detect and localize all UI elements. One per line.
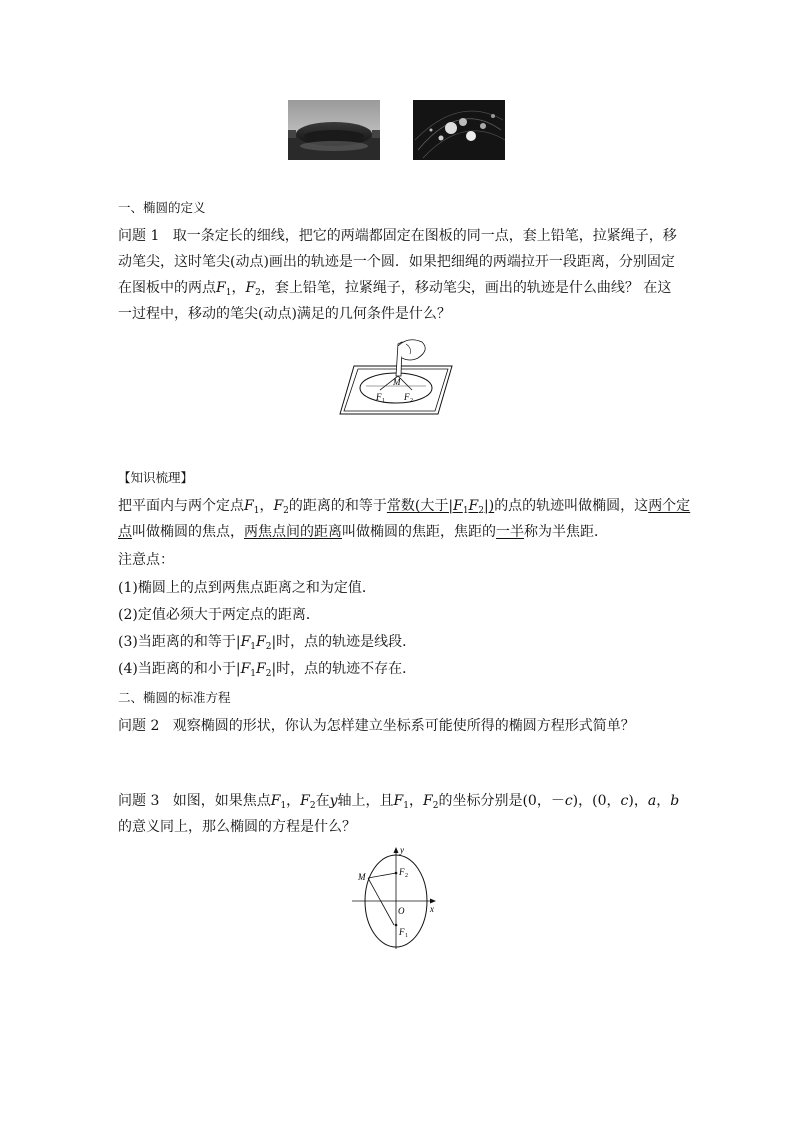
svg-text:M: M: [358, 872, 366, 882]
section-heading-definition: 一、椭圆的定义: [118, 200, 206, 215]
svg-text:M: M: [393, 377, 401, 387]
ellipse-drawing-board-figure: [336, 336, 456, 418]
svg-text:O: O: [398, 906, 405, 916]
svg-text:F: F: [399, 867, 405, 877]
vertical-ellipse-figure: [350, 845, 444, 950]
question-1-line-2: 动笔尖，这时笔尖(动点)画出的轨迹是一个圆．如果把细绳的两端拉开一段距离，分别固定: [118, 254, 675, 270]
section-heading-standard-equation: 二、椭圆的标准方程: [118, 690, 231, 705]
knowledge-heading: 【知识梳理】: [118, 470, 194, 485]
note-1: (1)椭圆上的点到两焦点距离之和为定值．: [118, 580, 376, 596]
question-1-line-1: 问题 1 取一条定长的细线，把它的两端都固定在图板的同一点，套上铅笔，拉紧绳子，移: [118, 228, 677, 244]
note-3: (3)当距离的和等于$|F_1F_2|$时，点的轨迹是线段．: [118, 634, 417, 652]
note-4: (4)当距离的和小于$|F_1F_2|$时，点的轨迹不存在．: [118, 661, 417, 679]
svg-text:1: 1: [382, 398, 385, 404]
knowledge-line-2: 点叫做椭圆的焦点，两焦点间的距离叫做椭圆的焦距，焦距的一半称为半焦距．: [118, 524, 608, 540]
question-1-line-3: 在图板中的两点$F_1$，$F_2$，套上铅笔，拉紧绳子，移动笔尖，画出的轨迹是什么曲线？ 在这: [118, 280, 672, 298]
solar-system-illustration: [413, 100, 505, 160]
observatory-photo: [288, 100, 380, 160]
svg-text:F: F: [376, 392, 382, 402]
svg-text:F: F: [399, 927, 405, 937]
svg-text:1: 1: [405, 933, 408, 939]
svg-text:2: 2: [405, 873, 408, 879]
question-2: 问题 2 观察椭圆的形状，你认为怎样建立坐标系可能使所得的椭圆方程形式简单？: [118, 718, 635, 734]
note-2: (2)定值必须大于两定点的距离．: [118, 607, 320, 623]
question-3-line-1: 问题 3 如图，如果焦点$F_1$，$F_2$在y轴上，且$F_1$，$F_2$的坐标分别是(0，－c)，(0，c)，a，b: [118, 793, 680, 811]
svg-text:2: 2: [410, 398, 413, 404]
question-2-label: 问题 2: [118, 718, 160, 734]
question-3-line-2: 的意义同上，那么椭圆的方程是什么？: [118, 819, 356, 835]
question-3-label: 问题 3: [118, 793, 160, 809]
observatory-illustration: [288, 100, 380, 160]
question-1-label: 问题 1: [118, 228, 160, 244]
notes-heading: 注意点：: [118, 552, 174, 568]
knowledge-line-1: 把平面内与两个定点$F_1$，$F_2$的距离的和等于常数(大于$|F_1F_2|$)的点的轨迹叫做椭圆，这两个定: [118, 498, 691, 516]
solar-system-photo: [413, 100, 505, 160]
question-1-line-4: 一过程中，移动的笔尖(动点)满足的几何条件是什么？: [118, 306, 451, 322]
svg-text:x: x: [430, 904, 434, 914]
svg-text:F: F: [404, 392, 410, 402]
svg-text:y: y: [400, 845, 404, 855]
